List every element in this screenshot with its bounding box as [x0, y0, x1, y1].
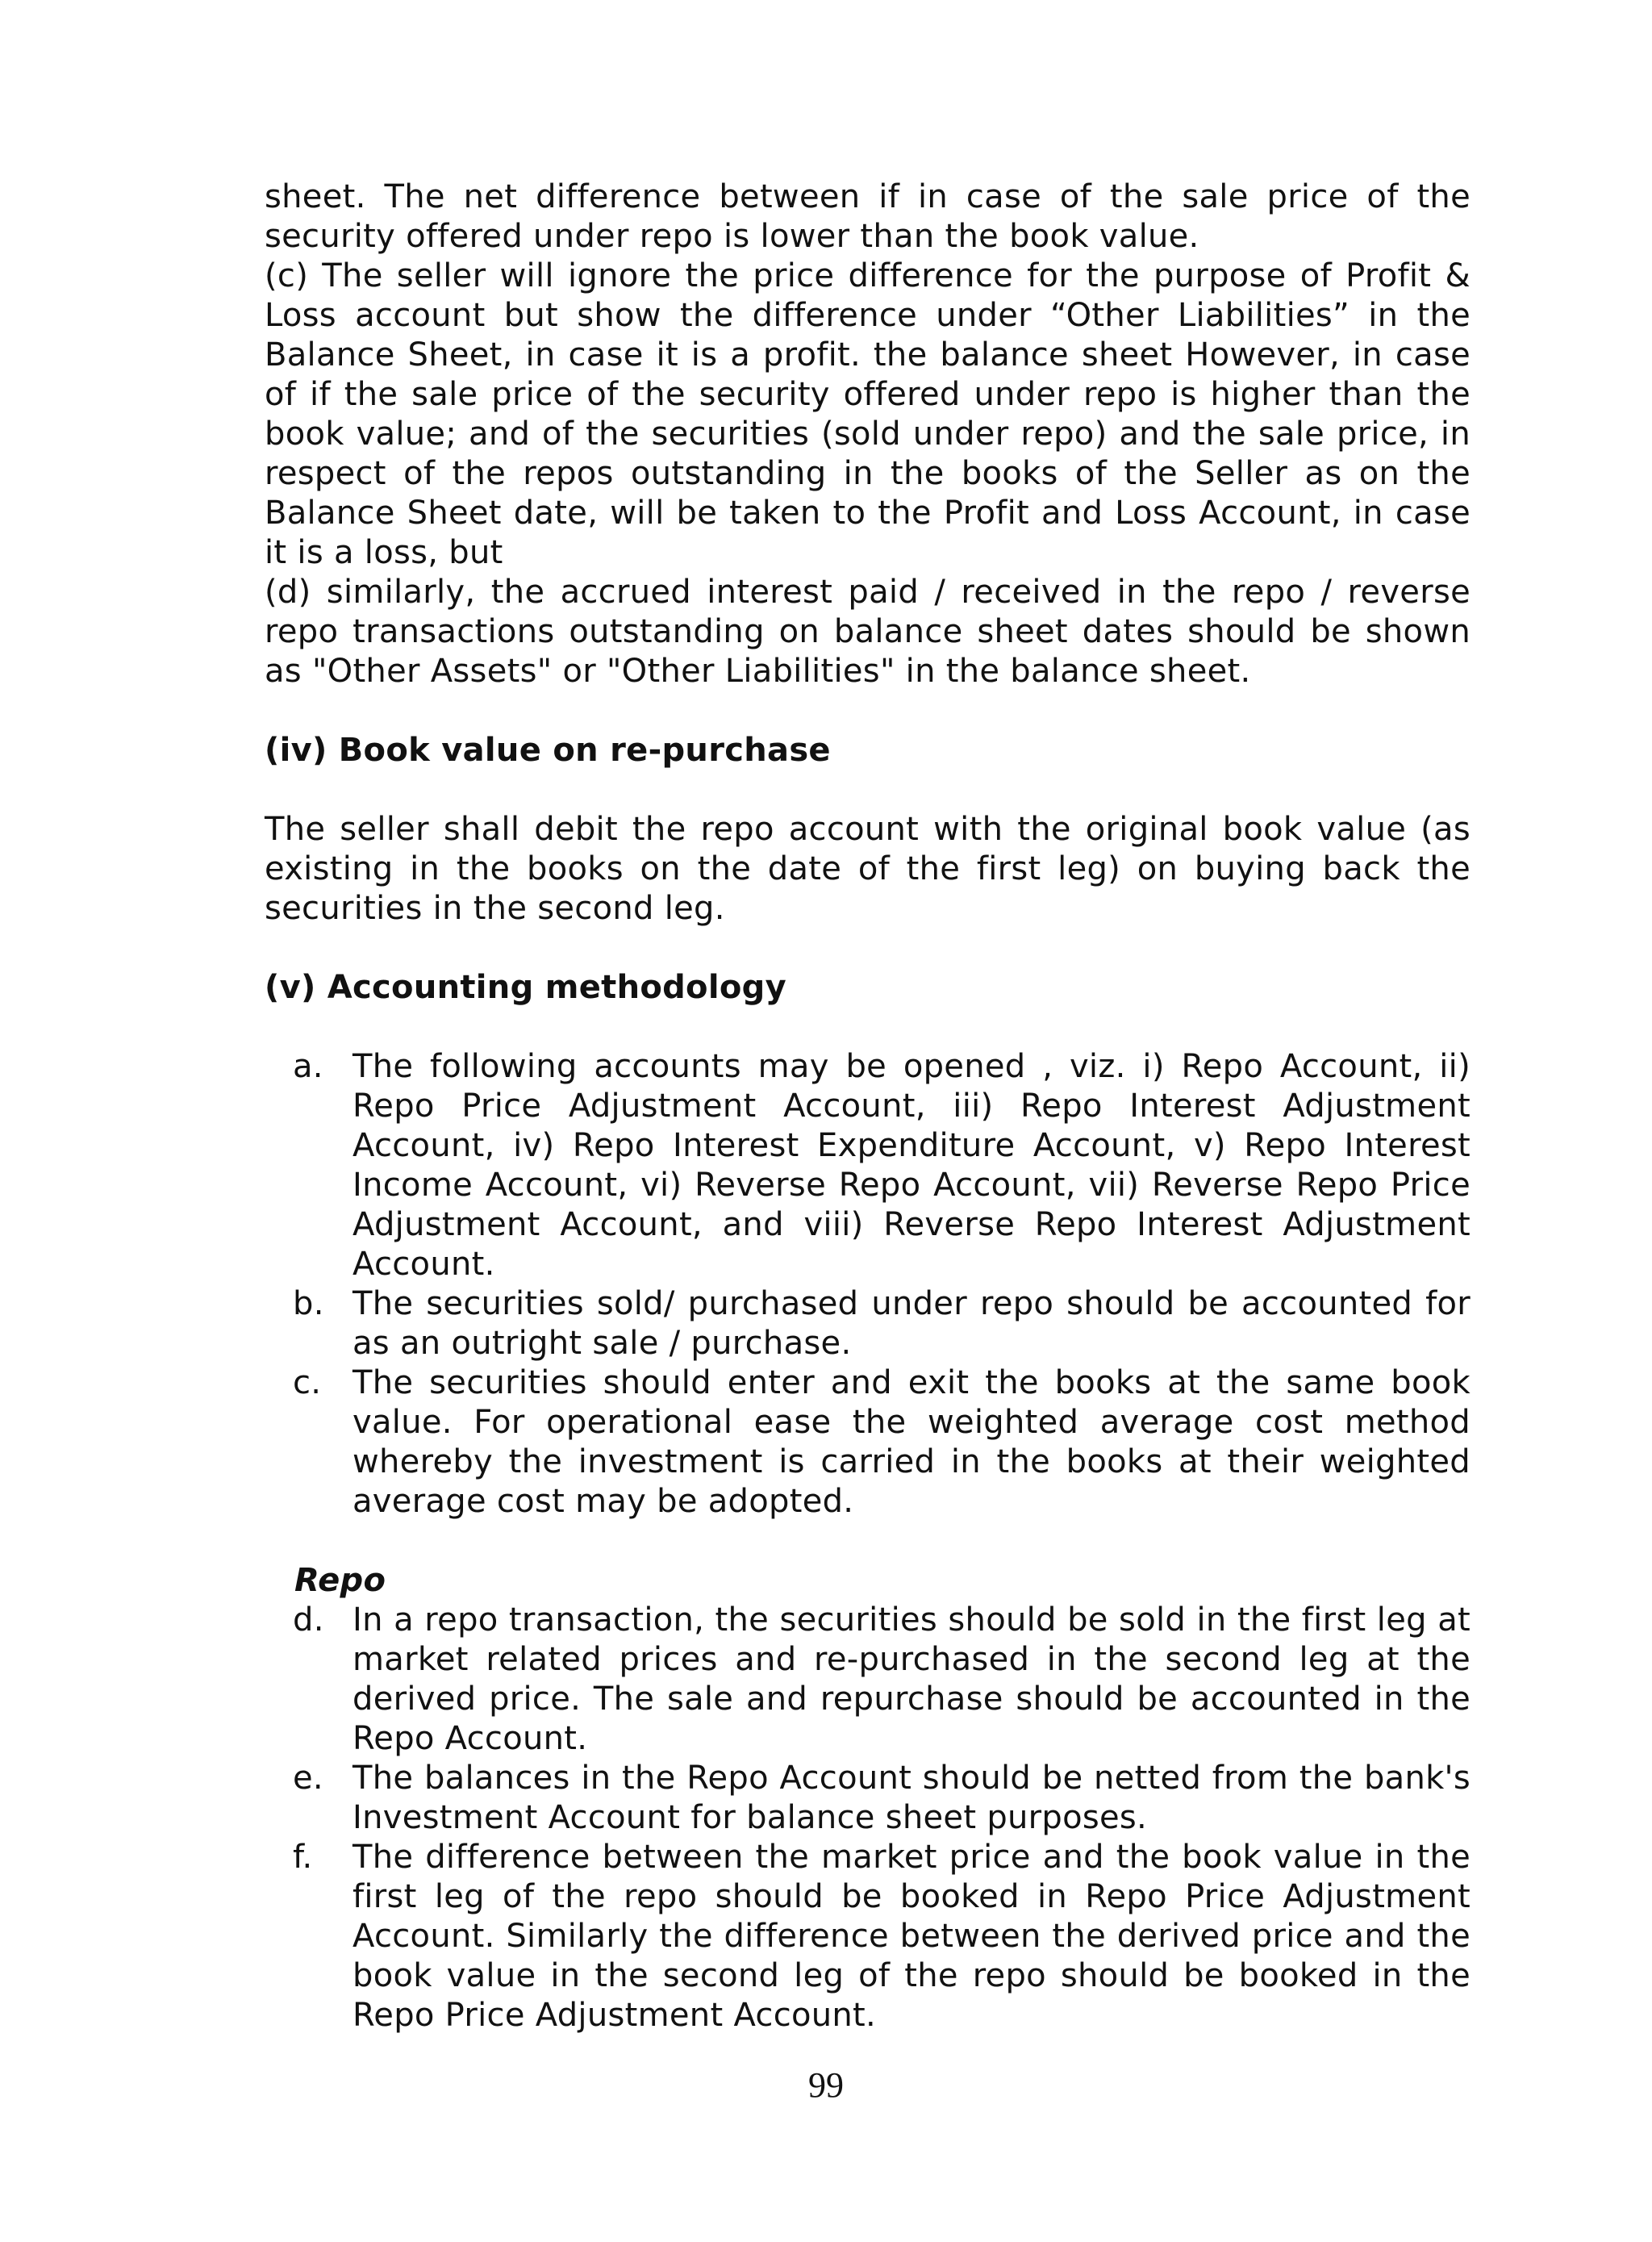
list-item-b	[265, 1284, 1471, 1363]
list-item-d	[265, 1601, 1471, 1759]
list-item-text: The following accounts may be opened , viz. i) Repo Account, ii) Repo Price Adjustment Account, iii) Repo Interest Adjustment Account, iv) Repo Interest Expenditure Account, v) Repo Interest Income Account, vi) Reverse Repo Account, vii) Reverse Repo Price Adjustment Account, and viii) Reverse Repo Interest Adjustment Account.	[353, 1048, 1471, 1283]
paragraph-c: (c) The seller will ignore the price difference for the purpose of Profit & Loss account but show the difference under “Other Liabilities” in the Balance Sheet, in case it is a profit. the balance sheet However, in case of if the sale price of the security offered under repo is higher than the book value; and of the securities (sold under repo) and the sale price, in respect of the repos outstanding in the books of the Seller as on the Balance Sheet date, will be taken to the Profit and Loss Account, in case it is a loss, but	[265, 257, 1471, 571]
subheading-repo: Repo	[294, 1562, 386, 1599]
list-item-c	[265, 1363, 1471, 1522]
list-marker: a.	[293, 1048, 323, 1085]
list-marker: d.	[293, 1601, 324, 1639]
spacer	[265, 1522, 1471, 1561]
list-item-text: The difference between the market price and the book value in the first leg of the repo should be booked in Repo Price Adjustment Account. Similarly the difference between the derived price and the book value in the second leg of the repo should be booked in the Repo Price Adjustment Account.	[353, 1839, 1471, 2034]
spacer	[265, 691, 1471, 731]
accounting-list	[265, 1047, 1471, 1522]
list-marker: e.	[293, 1760, 323, 1797]
list-marker: f.	[293, 1839, 313, 1876]
list-marker: b.	[293, 1285, 324, 1322]
paragraph-d: (d) similarly, the accrued interest paid / received in the repo / reverse repo transactions outstanding on balance sheet dates should be shown as "Other Assets" or "Other Liabilities" in the balance sheet.	[265, 574, 1471, 690]
list-item-text: In a repo transaction, the securities should be sold in the first leg at market related prices and re-purchased in the second leg at the derived price. The sale and repurchase should be accounted in the Repo Account.	[353, 1601, 1471, 1757]
list-item-text: The balances in the Repo Account should be netted from the bank's Investment Account for balance sheet purposes.	[353, 1760, 1471, 1836]
heading-accounting-methodology: (v) Accounting methodology	[265, 969, 786, 1006]
paragraph-book-value: The seller shall debit the repo account with the original book value (as existing in the books on the date of the first leg) on buying back the securities in the second leg.	[265, 811, 1471, 927]
list-item-f	[265, 1838, 1471, 2035]
spacer	[265, 770, 1471, 810]
paragraph-sheet-continuation: sheet. The net difference between if in case of the sale price of the security offered under repo is lower than the book value.	[265, 178, 1471, 255]
list-item-e	[265, 1759, 1471, 1838]
page-number: 99	[808, 2065, 844, 2105]
spacer	[265, 929, 1471, 968]
list-marker: c.	[293, 1364, 322, 1401]
document-page	[265, 177, 1471, 2035]
repo-list	[265, 1601, 1471, 2035]
list-item-a	[265, 1047, 1471, 1284]
spacer	[265, 1008, 1471, 1047]
heading-book-value-on-repurchase: (iv) Book value on re-purchase	[265, 732, 831, 769]
list-item-text: The securities should enter and exit the books at the same book value. For operational ease the weighted average cost method whereby the investment is carried in the books at their weighted average cost may be adopted.	[353, 1364, 1471, 1520]
list-item-text: The securities sold/ purchased under repo should be accounted for as an outright sale / purchase.	[353, 1285, 1471, 1362]
